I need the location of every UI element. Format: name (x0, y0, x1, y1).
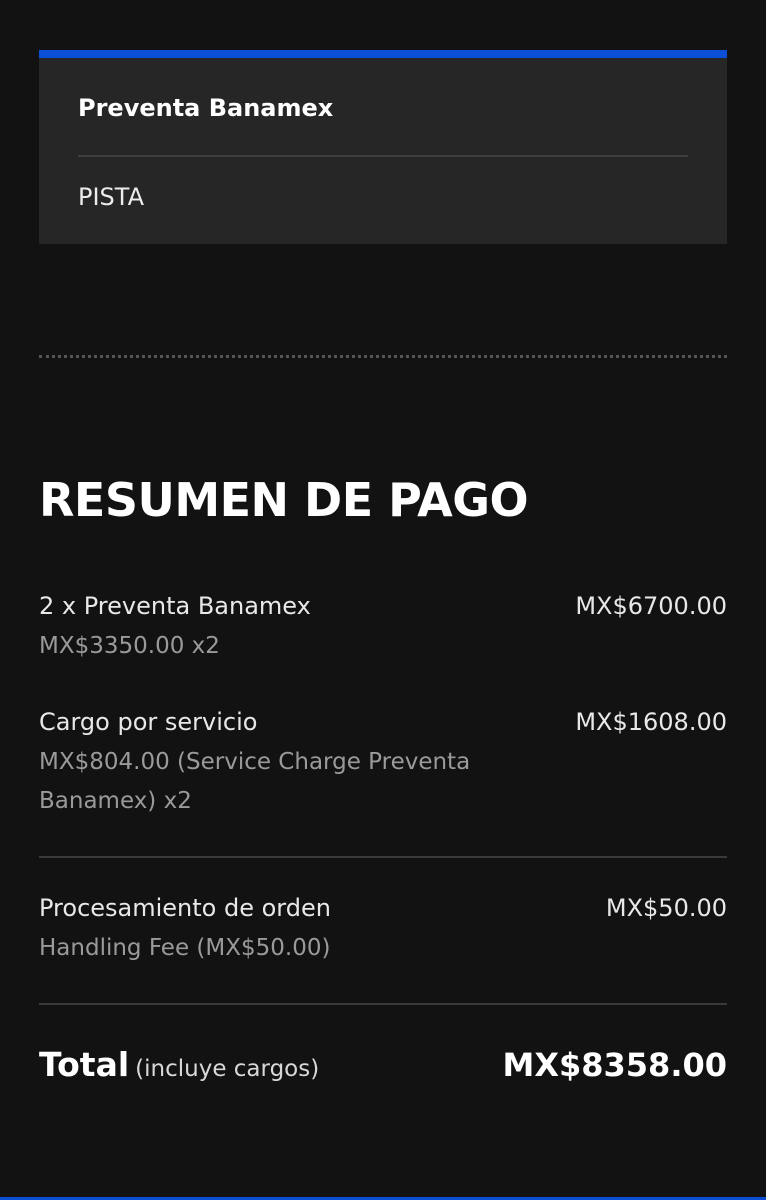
total-amount: MX$8358.00 (502, 1046, 727, 1084)
summary-heading: RESUMEN DE PAGO (39, 473, 529, 527)
total-divider (39, 1003, 727, 1005)
summary-divider (39, 856, 727, 858)
ticket-divider (78, 155, 688, 157)
ticket-title: Preventa Banamex (78, 94, 334, 122)
total-note: (incluye cargos) (135, 1056, 320, 1082)
total-label-text: Total (39, 1045, 130, 1084)
item-detail: Handling Fee (MX$50.00) (39, 935, 331, 961)
item-label: 2 x Preventa Banamex (39, 592, 311, 620)
item-label: Procesamiento de orden (39, 894, 331, 922)
item-detail: MX$3350.00 x2 (39, 633, 220, 659)
item-detail: MX$804.00 (Service Charge Preventa Banamex) x2 (39, 749, 471, 814)
ticket-card (39, 50, 727, 244)
item-label: Cargo por servicio (39, 708, 258, 736)
dotted-separator (39, 355, 727, 358)
item-amount: MX$1608.00 (575, 708, 727, 736)
item-amount: MX$6700.00 (575, 592, 727, 620)
item-amount: MX$50.00 (605, 894, 727, 922)
ticket-section: PISTA (78, 183, 144, 211)
total-label (39, 1043, 319, 1093)
